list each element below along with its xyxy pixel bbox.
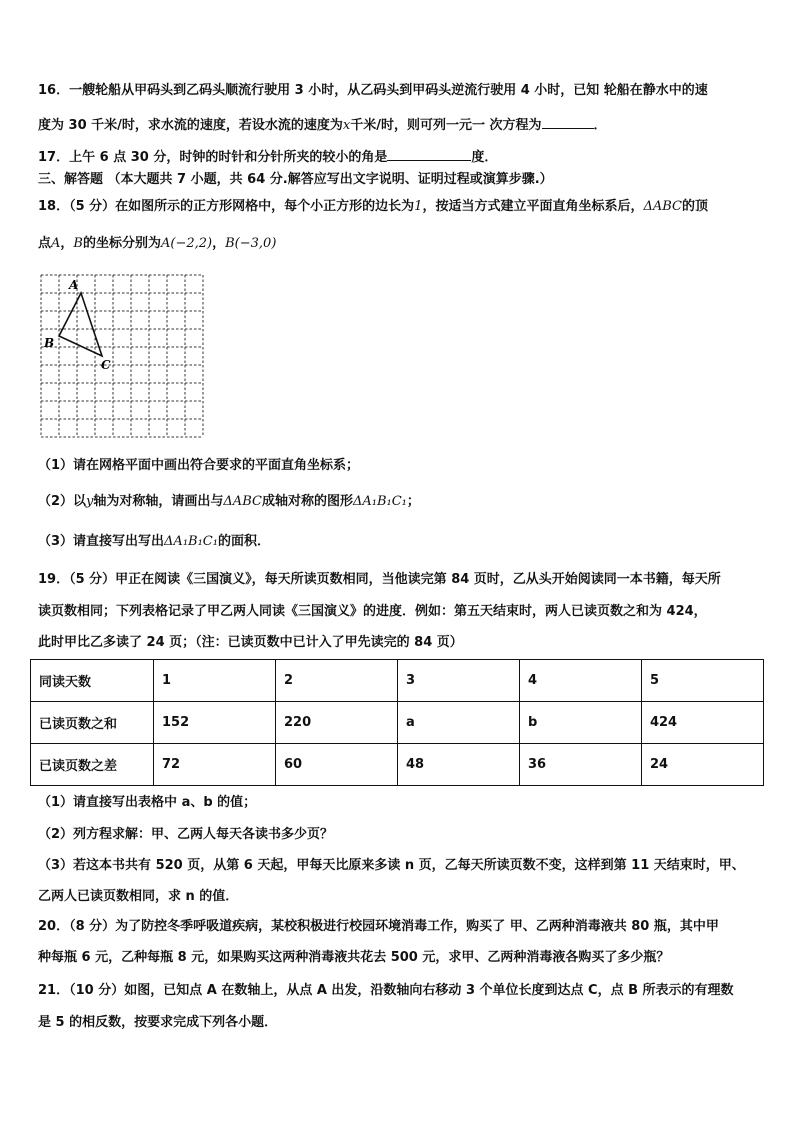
q16-text-a: 度为 30 千米/时，求水流的速度，若设水流的速度为 [38, 118, 343, 133]
q18-sub3-triangle-1: ΔA₁B₁C₁ [164, 534, 218, 549]
q18-line-1 [38, 198, 760, 216]
q18-point-a: A [51, 236, 61, 251]
q18-sub2-triangle: ΔABC [223, 494, 262, 509]
q19-sub-2: （2）列方程求解：甲、乙两人每天各读书多少页？ [38, 827, 334, 842]
q20-line-1: 20．（8 分）为了防控冬季呼吸道疾病，某校积极进行校园环境消毒工作，购买了 甲、乙两种消毒液共 80 瓶，其中甲 [38, 919, 719, 934]
q17-answer-blank[interactable] [387, 146, 471, 161]
q16-text-b: 千米/时，则可列一元一 次方程为 [350, 118, 542, 133]
grid-lines [41, 275, 203, 437]
table-cell: 已读页数之和 [31, 702, 154, 744]
q17-line [38, 146, 760, 167]
table-cell: 5 [641, 660, 763, 702]
q18-sub3-b: 的面积． [217, 534, 270, 549]
table-cell: 3 [397, 660, 519, 702]
q18-line-2 [38, 235, 760, 253]
q18-sub3-a: （3）请直接写出写出 [38, 534, 165, 549]
table-cell: a [397, 702, 519, 744]
q16-end: ． [593, 118, 607, 133]
label-b: B [44, 336, 55, 350]
table-cell: 24 [641, 744, 763, 786]
table-cell: 152 [154, 702, 276, 744]
table-cell: 已读页数之差 [31, 744, 154, 786]
q20-line-2: 种每瓶 6 元，乙种每瓶 8 元，如果购买这两种消毒液共花去 500 元，求甲、乙两种消毒液各购买了多少瓶？ [38, 950, 670, 965]
table-cell: 36 [519, 744, 641, 786]
table-cell: 同读天数 [31, 660, 154, 702]
table-row [31, 660, 764, 702]
section-3-heading: 三、解答题 （本大题共 7 小题，共 64 分.解答应写出文字说明、证明过程或演算步骤.） [38, 172, 553, 187]
q16-answer-blank[interactable] [542, 114, 594, 129]
table-cell: 60 [275, 744, 397, 786]
q19-sub-3-line-2: 乙两人已读页数相同，求 n 的值． [38, 889, 239, 904]
q19-line-2: 读页数相同；下列表格记录了甲乙两人同读《三国演义》的进度．例如：第五天结束时，两人已读页数之和为 424， [38, 604, 707, 619]
q18-sub-2 [38, 493, 760, 511]
q18-text-d: 点 [38, 236, 52, 251]
q18-sep-2: ， [212, 236, 226, 251]
q16-line-1: 16．一艘轮船从甲码头到乙码头顺流行驶用 3 小时，从乙码头到甲码头逆流行驶用 4 小时，已知 轮船在静水中的速 [38, 83, 708, 98]
table-cell: 424 [641, 702, 763, 744]
q16-line-2 [38, 114, 760, 135]
table-cell: 1 [154, 660, 276, 702]
q18-sub-1: （1）请在网格平面中画出符合要求的平面直角坐标系； [38, 458, 360, 473]
q18-sub2-b: 轴为对称轴，请画出与 [93, 494, 224, 509]
q19-line-3: 此时甲比乙多读了 24 页；（注：已读页数中已计入了甲先读完的 84 页） [38, 635, 463, 650]
q21-line-2: 是 5 的相反数，按要求完成下列各小题． [38, 1015, 278, 1030]
reading-progress-table [30, 659, 764, 786]
table-row [31, 702, 764, 744]
q18-coord-b: B(−3,0) [225, 236, 277, 251]
q16-variable: x [342, 118, 351, 133]
q18-text-b: ，按适当方式建立平面直角坐标系后， [422, 199, 644, 214]
q18-y-var: y [86, 494, 94, 509]
q18-sub-3 [38, 533, 760, 551]
q18-unit: 1 [414, 199, 423, 214]
table-cell: b [519, 702, 641, 744]
table-cell: 2 [275, 660, 397, 702]
q17-text: 17．上午 6 点 30 分，时钟的时针和分针所夹的较小的角是 [38, 150, 388, 165]
q18-sub2-c: 成轴对称的图形 [261, 494, 353, 509]
q18-sep: ， [60, 236, 74, 251]
q21-line-1: 21．（10 分）如图，已知点 A 在数轴上，从点 A 出发，沿数轴向右移动 3 个单位长度到达点 C，点 B 所表示的有理数 [38, 983, 734, 998]
q19-line-1: 19．（5 分）甲正在阅读《三国演义》，每天所读页数相同，当他读完第 84 页时，乙从头开始阅读同一本书籍，每天所 [38, 572, 721, 587]
q18-coord-a: A(−2,2) [161, 236, 213, 251]
q18-text-c: 的顶 [682, 199, 709, 214]
table-cell: 72 [154, 744, 276, 786]
q18-sub2-triangle-1: ΔA₁B₁C₁ [352, 494, 407, 509]
q17-end: 度． [471, 150, 498, 165]
q18-text-e: 的坐标分别为 [82, 236, 161, 251]
label-a: A [69, 278, 79, 292]
q18-sub2-a: （2）以 [38, 494, 87, 509]
table-cell: 220 [275, 702, 397, 744]
q19-sub-3-line-1: （3）若这本书共有 520 页，从第 6 天起，甲每天比原来多读 n 页，乙每天所读页数不变，这样到第 11 天结束时，甲、 [38, 858, 745, 873]
q18-triangle-abc: ΔABC [643, 199, 682, 214]
table-cell: 4 [519, 660, 641, 702]
grid-figure [38, 272, 210, 440]
q18-point-b: B [73, 236, 83, 251]
q18-sub2-end: ； [406, 494, 420, 509]
label-c: C [101, 358, 111, 372]
q19-sub-1: （1）请直接写出表格中 a、b 的值； [38, 795, 257, 810]
table-row [31, 744, 764, 786]
q18-text-a: 18．（5 分）在如图所示的正方形网格中，每个小正方形的边长为 [38, 199, 415, 214]
table-cell: 48 [397, 744, 519, 786]
